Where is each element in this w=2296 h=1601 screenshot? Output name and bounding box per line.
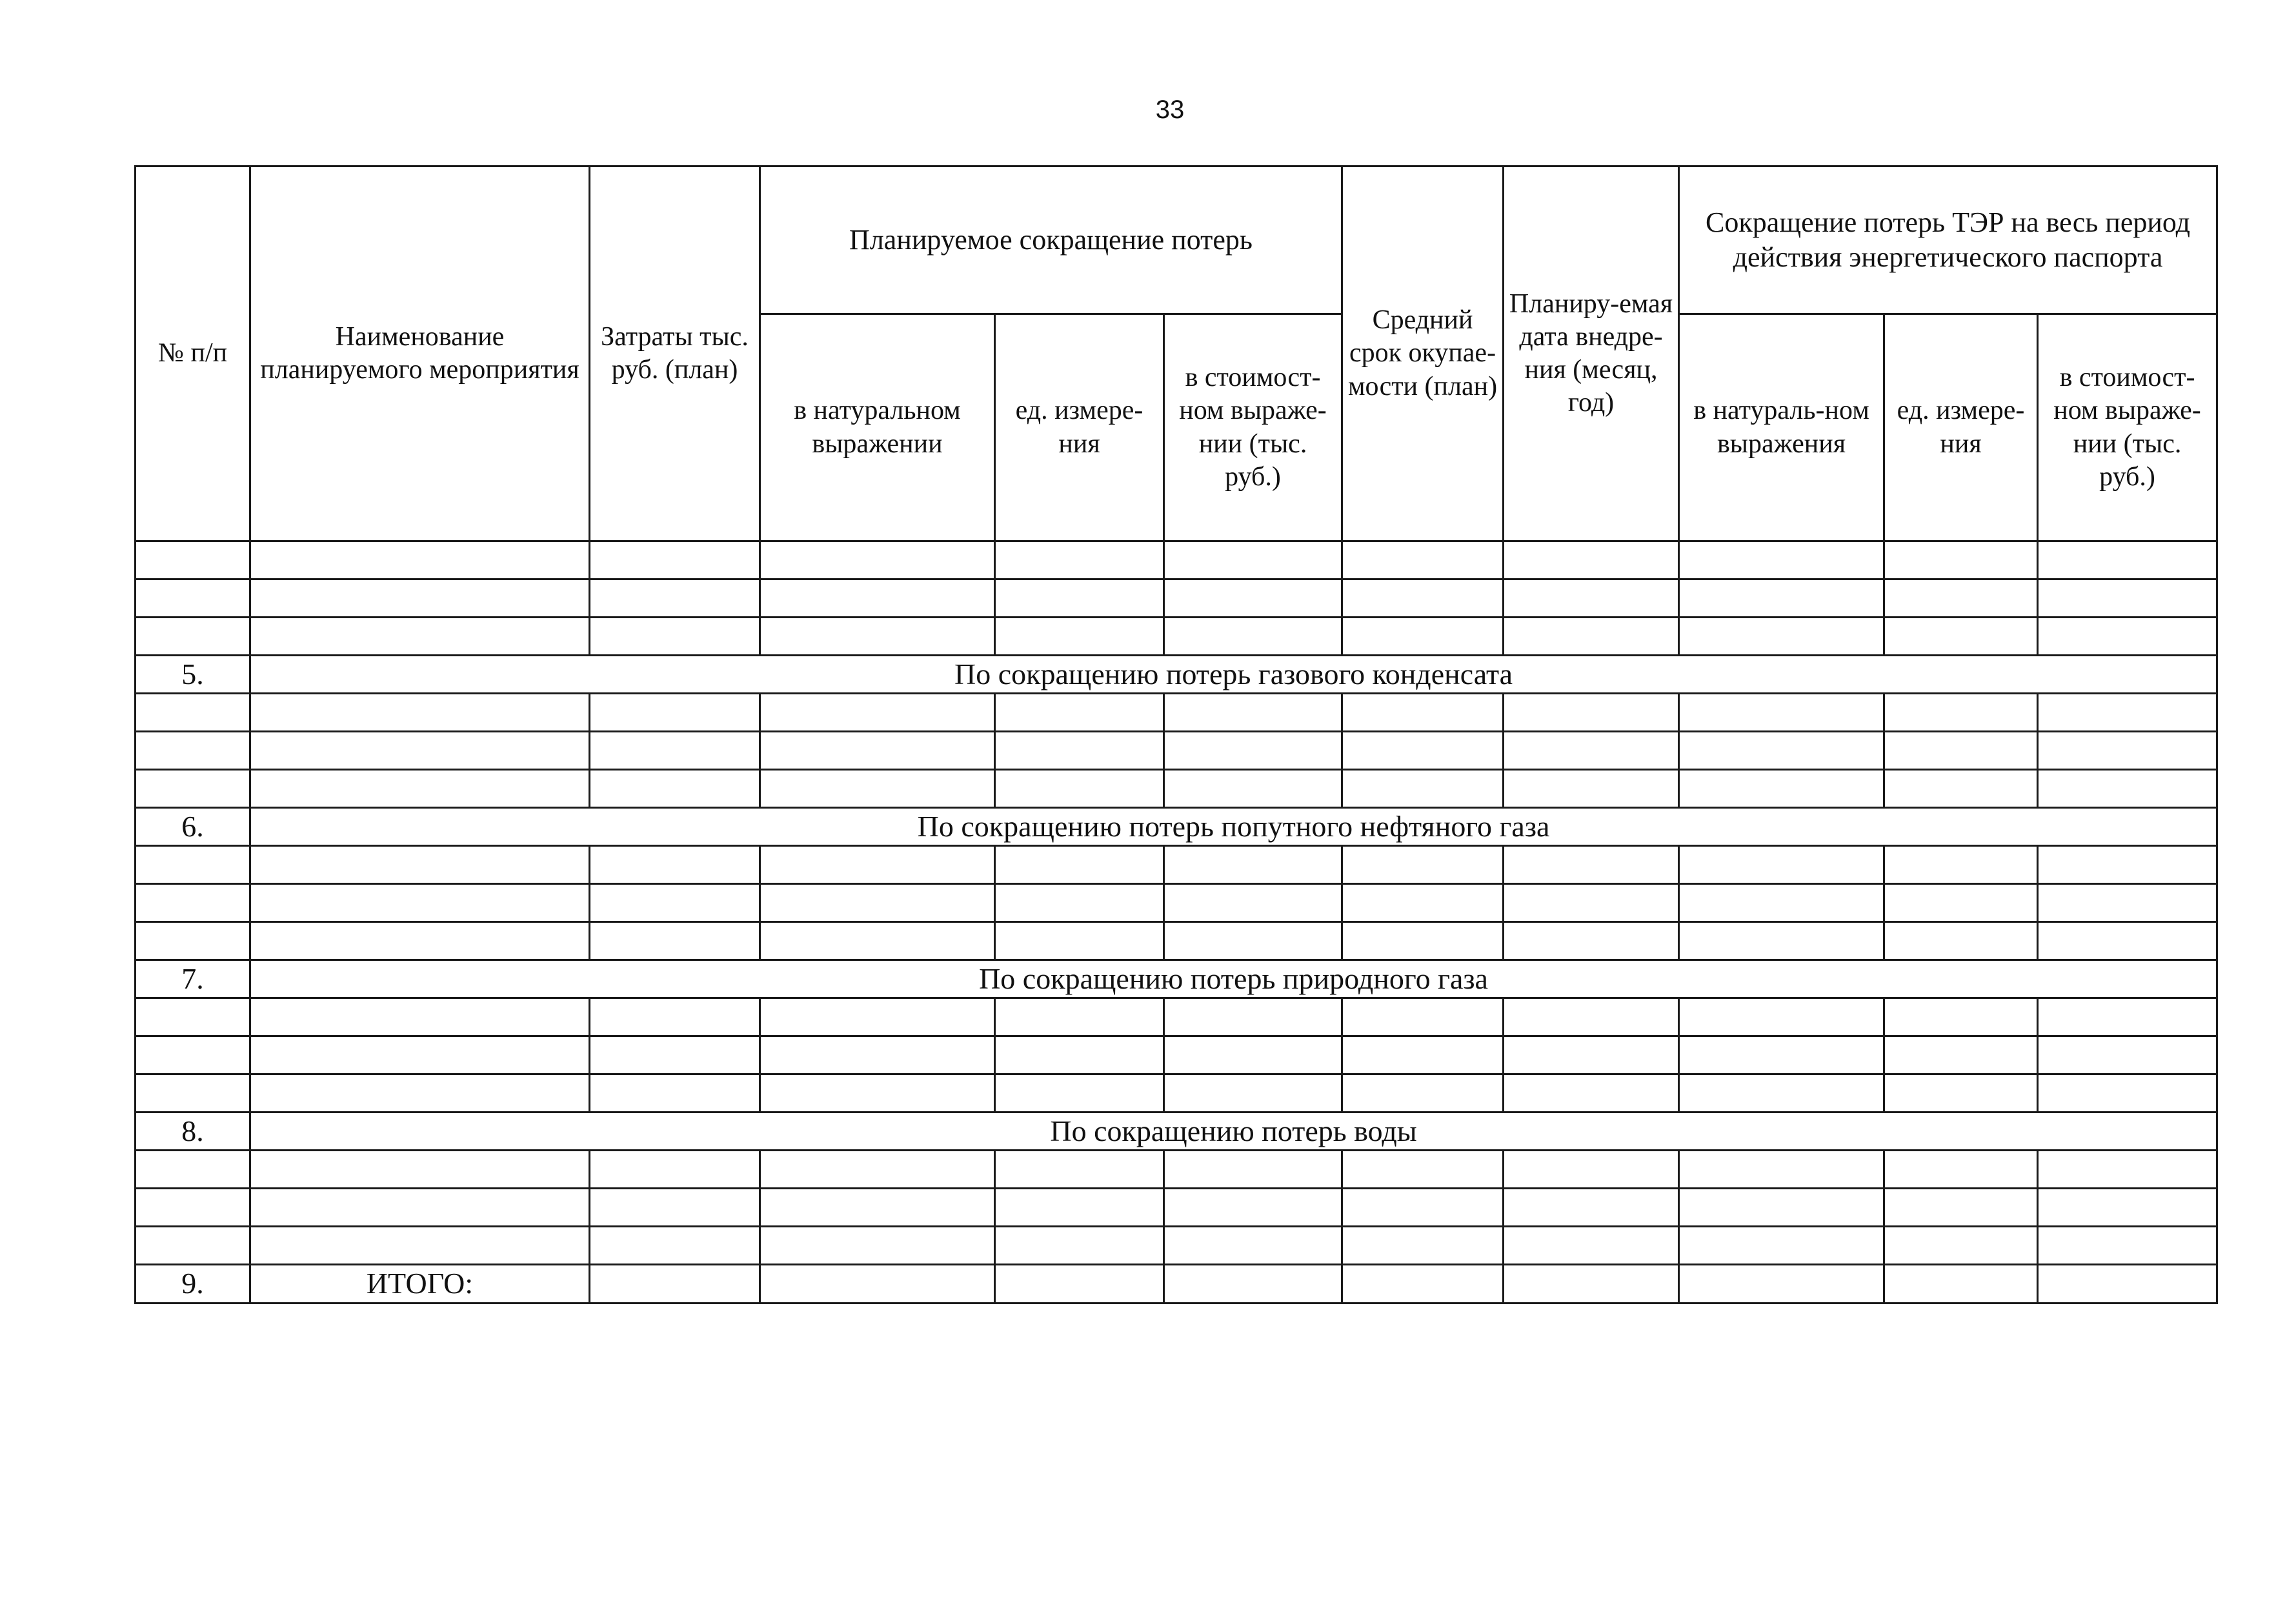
section-row — [136, 808, 2217, 846]
table-cell — [1342, 618, 1504, 656]
table-cell — [2038, 1036, 2217, 1074]
table-cell — [1504, 1036, 1679, 1074]
section-number: 7. — [136, 960, 250, 998]
section-title: По сокращению потерь воды — [250, 1113, 2217, 1151]
table-row — [136, 732, 2217, 770]
table-cell — [1342, 846, 1504, 884]
table-cell — [1679, 579, 1884, 618]
table-cell — [995, 884, 1164, 922]
table-cell — [250, 770, 590, 808]
header-planned-reduction: Планируемое сокращение потерь — [760, 166, 1342, 314]
table-cell — [995, 541, 1164, 579]
table-cell — [1884, 884, 2038, 922]
table-cell — [590, 618, 760, 656]
table-cell — [2038, 1227, 2217, 1265]
table-cell — [995, 1151, 1164, 1189]
table-cell — [250, 1074, 590, 1113]
table-cell — [1504, 846, 1679, 884]
header-cost: Затраты тыс. руб. (план) — [590, 166, 760, 541]
table-cell — [136, 1151, 250, 1189]
table-cell — [1679, 1189, 1884, 1227]
table-cell — [995, 1074, 1164, 1113]
table-row — [136, 1227, 2217, 1265]
table-cell — [995, 922, 1164, 960]
header-planned-unit: ед. измере-ния — [995, 314, 1164, 541]
table-cell — [1504, 1227, 1679, 1265]
table-cell — [760, 694, 995, 732]
table-cell — [1679, 732, 1884, 770]
table-cell — [995, 1227, 1164, 1265]
table-cell — [136, 1036, 250, 1074]
table-cell — [760, 846, 995, 884]
table-cell — [250, 541, 590, 579]
table-cell — [1679, 1227, 1884, 1265]
table-cell — [1342, 541, 1504, 579]
table-cell — [1504, 1074, 1679, 1113]
table-row — [136, 694, 2217, 732]
header-total-reduction: Сокращение потерь ТЭР на весь период действия энергетического паспорта — [1679, 166, 2217, 314]
table-cell — [250, 1227, 590, 1265]
table-row — [136, 541, 2217, 579]
energy-loss-reduction-table — [134, 165, 2218, 1304]
table-cell — [1164, 1036, 1342, 1074]
header-implementation-date: Планиру-емая дата внедре-ния (месяц, год) — [1504, 166, 1679, 541]
table-cell — [1342, 1189, 1504, 1227]
total-label: ИТОГО: — [250, 1265, 590, 1303]
table-cell — [1164, 541, 1342, 579]
header-name: Наименование планируемого мероприятия — [250, 166, 590, 541]
table-cell — [590, 694, 760, 732]
table-cell — [250, 579, 590, 618]
table-cell — [136, 770, 250, 808]
table-cell — [995, 579, 1164, 618]
table-cell — [1342, 1227, 1504, 1265]
table-cell — [1164, 884, 1342, 922]
table-cell — [590, 1227, 760, 1265]
table-cell — [1504, 579, 1679, 618]
table-cell — [1884, 1036, 2038, 1074]
table-cell — [250, 618, 590, 656]
table-row — [136, 579, 2217, 618]
table-cell — [995, 846, 1164, 884]
table-cell — [2038, 884, 2217, 922]
table-cell — [1342, 770, 1504, 808]
table-cell — [1342, 1151, 1504, 1189]
table-cell — [590, 1074, 760, 1113]
table-cell — [136, 998, 250, 1036]
table-cell — [250, 694, 590, 732]
table-cell — [2038, 618, 2217, 656]
table-cell — [1884, 1189, 2038, 1227]
section-number: 5. — [136, 656, 250, 694]
table-cell — [2038, 1074, 2217, 1113]
table-cell — [1504, 694, 1679, 732]
table-cell — [1884, 846, 2038, 884]
table-cell — [1164, 618, 1342, 656]
table-cell — [1164, 1189, 1342, 1227]
table-cell — [250, 1151, 590, 1189]
table-cell — [1164, 694, 1342, 732]
table-cell — [136, 541, 250, 579]
header-planned-natural: в натуральном выражении — [760, 314, 995, 541]
page-number: 33 — [1155, 96, 1185, 124]
table-cell — [1679, 922, 1884, 960]
table-cell — [1679, 998, 1884, 1036]
table-cell — [995, 694, 1164, 732]
section-row — [136, 1113, 2217, 1151]
table-cell — [590, 884, 760, 922]
table-cell — [136, 922, 250, 960]
table-cell — [1884, 998, 2038, 1036]
table-cell — [1342, 998, 1504, 1036]
table-cell — [1884, 1265, 2038, 1303]
table-cell — [1164, 770, 1342, 808]
table-cell — [1679, 541, 1884, 579]
section-title: По сокращению потерь газового конденсата — [250, 656, 2217, 694]
table-cell — [2038, 998, 2217, 1036]
section-title: По сокращению потерь попутного нефтяного газа — [250, 808, 2217, 846]
table-cell — [1164, 1151, 1342, 1189]
table-cell — [590, 1189, 760, 1227]
table-cell — [1504, 770, 1679, 808]
table-cell — [1884, 541, 2038, 579]
table-cell — [250, 922, 590, 960]
table-cell — [760, 770, 995, 808]
table-cell — [1679, 1036, 1884, 1074]
table-cell — [250, 998, 590, 1036]
table-cell — [760, 1151, 995, 1189]
header-total-natural: в натураль-ном выражения — [1679, 314, 1884, 541]
table-cell — [590, 1036, 760, 1074]
table-cell — [1884, 1151, 2038, 1189]
table-cell — [760, 1036, 995, 1074]
table-cell — [760, 1189, 995, 1227]
table-cell — [1884, 1074, 2038, 1113]
table-cell — [1504, 884, 1679, 922]
table-cell — [1164, 579, 1342, 618]
table-cell — [1884, 770, 2038, 808]
table-cell — [760, 1074, 995, 1113]
table-cell — [136, 884, 250, 922]
table-cell — [136, 846, 250, 884]
table-cell — [760, 884, 995, 922]
header-planned-cost: в стоимост-ном выраже-нии (тыс. руб.) — [1164, 314, 1342, 541]
table-cell — [2038, 541, 2217, 579]
table-cell — [995, 618, 1164, 656]
table-cell — [1342, 1074, 1504, 1113]
table-cell — [1679, 694, 1884, 732]
table-cell — [590, 998, 760, 1036]
table-cell — [1884, 922, 2038, 960]
section-row — [136, 960, 2217, 998]
table-cell — [136, 1227, 250, 1265]
table-cell — [1884, 694, 2038, 732]
table-row — [136, 1151, 2217, 1189]
table-cell — [1164, 1074, 1342, 1113]
table-cell — [250, 1036, 590, 1074]
section-title: По сокращению потерь природного газа — [250, 960, 2217, 998]
table-cell — [1342, 694, 1504, 732]
header-total-cost: в стоимост-ном выраже-нии (тыс. руб.) — [2038, 314, 2217, 541]
table-cell — [2038, 922, 2217, 960]
table-cell — [590, 846, 760, 884]
table-cell — [2038, 732, 2217, 770]
table-cell — [760, 732, 995, 770]
table-cell — [2038, 694, 2217, 732]
table-cell — [1504, 998, 1679, 1036]
table-cell — [1164, 1265, 1342, 1303]
table-cell — [1504, 541, 1679, 579]
table-cell — [590, 922, 760, 960]
header-num: № п/п — [136, 166, 250, 541]
table-row — [136, 618, 2217, 656]
table-cell — [590, 579, 760, 618]
table-cell — [995, 732, 1164, 770]
table-cell — [1679, 770, 1884, 808]
table-row — [136, 922, 2217, 960]
table-cell — [1884, 579, 2038, 618]
table-row — [136, 1074, 2217, 1113]
table-cell — [136, 732, 250, 770]
total-number: 9. — [136, 1265, 250, 1303]
table-cell — [1342, 1036, 1504, 1074]
table-cell — [136, 1189, 250, 1227]
table-cell — [1342, 579, 1504, 618]
table-cell — [590, 770, 760, 808]
table-cell — [760, 541, 995, 579]
table-row — [136, 770, 2217, 808]
table-cell — [136, 618, 250, 656]
table-cell — [1342, 922, 1504, 960]
table-cell — [2038, 1189, 2217, 1227]
table-cell — [250, 732, 590, 770]
table-cell — [1884, 732, 2038, 770]
table-cell — [1884, 618, 2038, 656]
table-cell — [1504, 922, 1679, 960]
table-cell — [590, 541, 760, 579]
table-cell — [2038, 1265, 2217, 1303]
table-cell — [2038, 770, 2217, 808]
table-cell — [760, 1227, 995, 1265]
section-row — [136, 656, 2217, 694]
table-cell — [136, 694, 250, 732]
table-cell — [1504, 1265, 1679, 1303]
table-cell — [1504, 618, 1679, 656]
table-cell — [2038, 1151, 2217, 1189]
table-cell — [760, 618, 995, 656]
table-cell — [1342, 1265, 1504, 1303]
table-cell — [1164, 998, 1342, 1036]
table-cell — [1679, 846, 1884, 884]
table-cell — [2038, 579, 2217, 618]
table-cell — [1679, 1265, 1884, 1303]
table-cell — [250, 1189, 590, 1227]
total-row — [136, 1265, 2217, 1303]
header-total-unit: ед. измере-ния — [1884, 314, 2038, 541]
table-cell — [250, 846, 590, 884]
table-row — [136, 1189, 2217, 1227]
table-cell — [760, 579, 995, 618]
table-cell — [1164, 922, 1342, 960]
table-cell — [136, 579, 250, 618]
table-cell — [590, 732, 760, 770]
table-cell — [995, 1036, 1164, 1074]
table-cell — [995, 1189, 1164, 1227]
table-cell — [2038, 846, 2217, 884]
table-cell — [136, 1074, 250, 1113]
table-cell — [1164, 846, 1342, 884]
table-cell — [760, 922, 995, 960]
table-cell — [1679, 1074, 1884, 1113]
table-cell — [1884, 1227, 2038, 1265]
table-cell — [760, 1265, 995, 1303]
table-cell — [1504, 732, 1679, 770]
table-row — [136, 846, 2217, 884]
table-cell — [995, 998, 1164, 1036]
table-cell — [995, 1265, 1164, 1303]
header-payback: Средний срок окупае-мости (план) — [1342, 166, 1504, 541]
table-cell — [1164, 1227, 1342, 1265]
table-cell — [1342, 732, 1504, 770]
table-cell — [1342, 884, 1504, 922]
table-cell — [1164, 732, 1342, 770]
table-cell — [995, 770, 1164, 808]
table-row — [136, 884, 2217, 922]
section-number: 8. — [136, 1113, 250, 1151]
table-row — [136, 1036, 2217, 1074]
table-row — [136, 998, 2217, 1036]
table-cell — [250, 884, 590, 922]
section-number: 6. — [136, 808, 250, 846]
table-cell — [1504, 1189, 1679, 1227]
table-cell — [1679, 1151, 1884, 1189]
table-cell — [1679, 618, 1884, 656]
table-cell — [590, 1265, 760, 1303]
table-cell — [1679, 884, 1884, 922]
table-cell — [590, 1151, 760, 1189]
table-cell — [760, 998, 995, 1036]
table-cell — [1504, 1151, 1679, 1189]
